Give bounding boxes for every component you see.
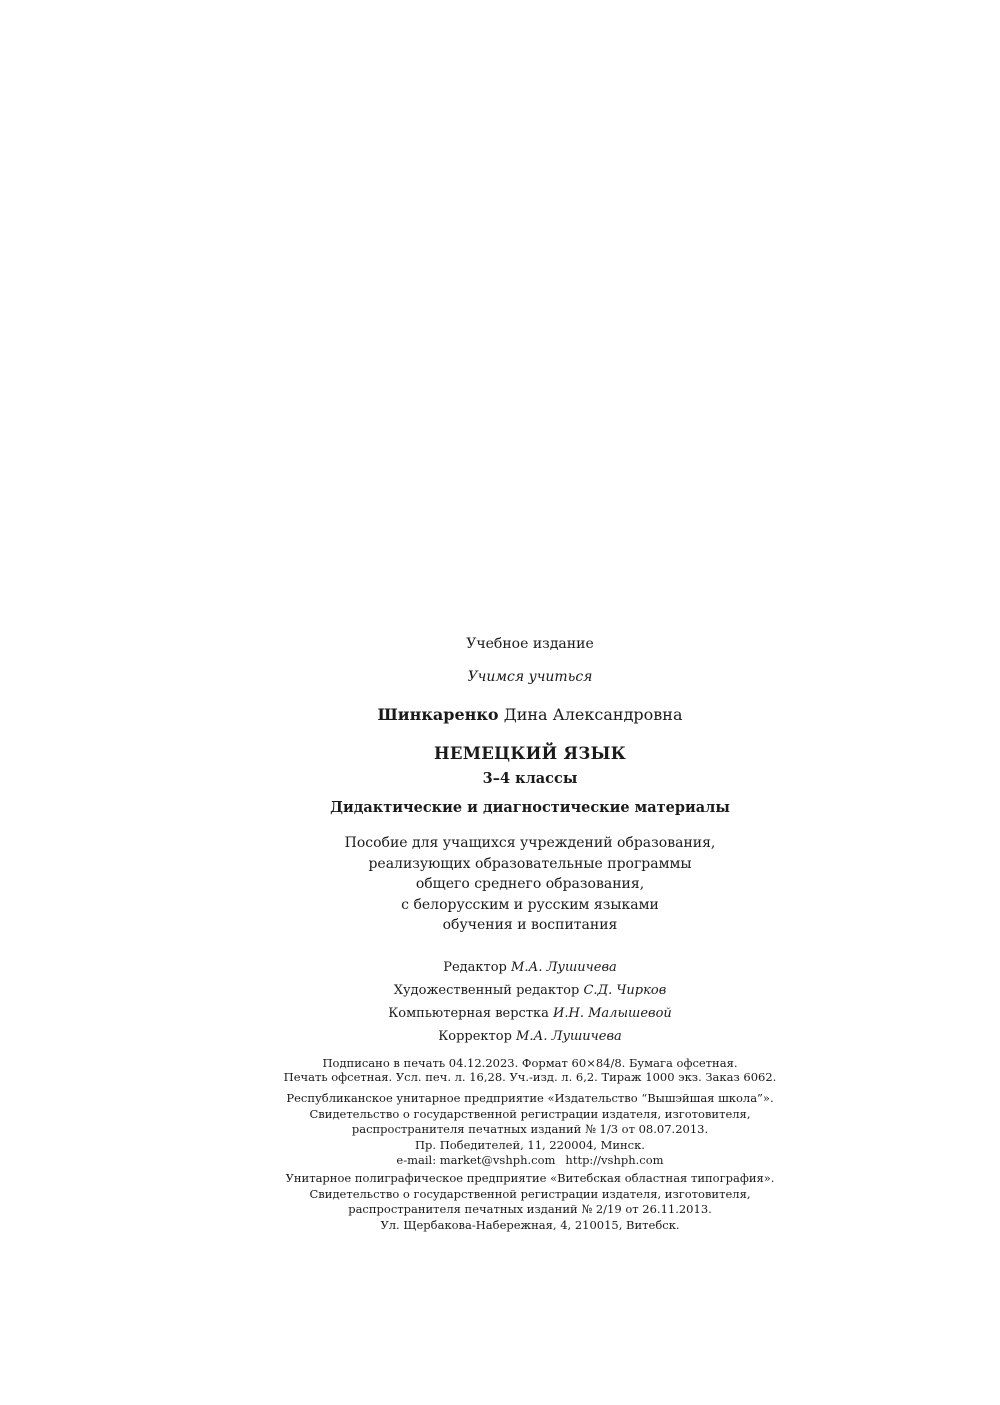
credit-editor xyxy=(388,956,672,979)
printing-line: Печать офсетная. Усл. печ. л. 16,28. Уч.-изд. л. 6,2. Тираж 1000 экз. Заказ 6062. xyxy=(283,1070,777,1084)
printer-line: Свидетельство о государственной регистрации издателя, изготовителя, xyxy=(309,1186,751,1201)
purpose-line: с белорусским и русским языками xyxy=(401,896,659,913)
publisher-line: Свидетельство о государственной регистрации издателя, изготовителя, xyxy=(309,1106,751,1121)
credit-role: Редактор xyxy=(443,960,507,975)
credit-name: С.Д. Чирков xyxy=(583,983,667,998)
book-title: НЕМЕЦКИЙ ЯЗЫК xyxy=(433,744,627,763)
purpose-statement xyxy=(345,833,716,936)
publisher-contacts xyxy=(286,1153,773,1169)
publisher-email: e-mail: market@vshph.com xyxy=(396,1153,556,1167)
book-subtitle: Дидактические и диагностические материалы xyxy=(330,799,730,816)
author-surname: Шинкаренко xyxy=(377,705,499,724)
printer-line: Унитарное полиграфическое предприятие «Витебская областная типография». xyxy=(285,1171,775,1185)
publisher-website: http://vshph.com xyxy=(565,1153,664,1167)
credit-name: М.А. Лушичева xyxy=(516,1029,622,1044)
credit-proofreader xyxy=(388,1025,672,1048)
author xyxy=(378,705,683,724)
printer-info xyxy=(286,1171,775,1233)
purpose-line: Пособие для учащихся учреждений образования, xyxy=(344,835,716,851)
printer-line: распространителя печатных изданий № 2/19 от 26.11.2013. xyxy=(348,1202,712,1216)
printer-line: Ул. Щербакова-Набережная, 4, 210015, Витебск. xyxy=(380,1217,680,1232)
credit-name: И.Н. Малышевой xyxy=(553,1006,672,1021)
credit-layout xyxy=(388,1002,672,1025)
publisher-line: Республиканское унитарное предприятие «Издательство “Вышэйшая школа”». xyxy=(286,1091,774,1105)
purpose-line: обучения и воспитания xyxy=(442,917,618,933)
publisher-line: распространителя печатных изданий № 1/3 от 08.07.2013. xyxy=(351,1122,709,1136)
printing-line: Подписано в печать 04.12.2023. Формат 60×84/8. Бумага офсетная. xyxy=(322,1056,738,1070)
credits xyxy=(388,956,672,1048)
publisher-info xyxy=(286,1091,773,1169)
series-title: Учимся учиться xyxy=(467,669,593,685)
credit-art-editor xyxy=(388,979,672,1002)
purpose-line: реализующих образовательные программы xyxy=(368,855,692,872)
printing-details xyxy=(284,1056,777,1084)
book-grades: 3–4 классы xyxy=(482,770,578,787)
credit-name: М.А. Лушичева xyxy=(511,960,617,975)
publisher-line: Пр. Победителей, 11, 220004, Минск. xyxy=(415,1137,645,1152)
edition-type: Учебное издание xyxy=(466,636,594,652)
credit-role: Корректор xyxy=(438,1029,512,1044)
credit-role: Художественный редактор xyxy=(393,983,580,998)
credit-role: Компьютерная верстка xyxy=(388,1006,549,1021)
purpose-line: общего среднего образования, xyxy=(415,876,645,892)
author-given-names: Дина Александровна xyxy=(503,705,683,724)
